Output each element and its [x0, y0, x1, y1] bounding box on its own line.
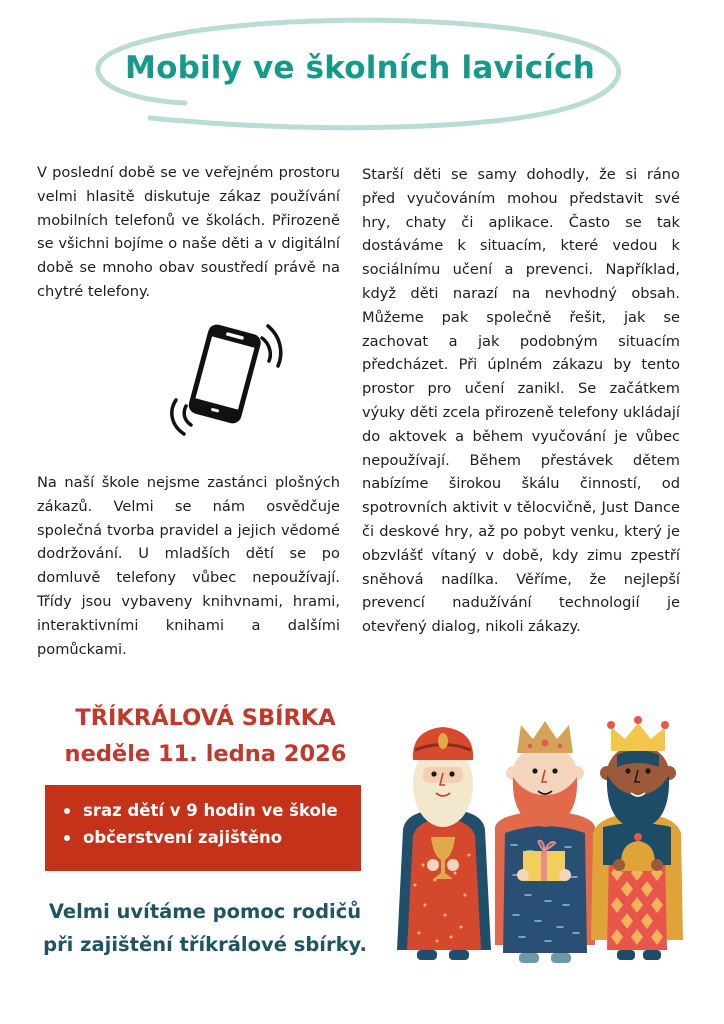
king-crown-dark-icon	[591, 716, 683, 960]
page-header	[90, 10, 630, 140]
event-title: TŘÍKRÁLOVÁ SBÍRKA	[75, 705, 336, 731]
older-children-paragraph: Starší děti se samy dohodly, že si ráno před vyučováním mohou představit své hry, chaty či aplikace. Často se tak dostáváme k situacím, které vedou k sociálnímu učení a prevenci. Například, když děti narazí na nevhodný obsah. Můžeme pak společně řešit, jak se zachovat a jak podobným situacím předcházet. Při úplném zákazu by tento prostor pro učení zanikl. Se začátkem výuky děti zcela přirozeně telefony ukládají do aktovek a během vyučování je vůbec nepoužívají. Během přestávek dětem nabízíme širokou škálu činností, od spotrovních aktivit v tělocvičně, Just Dance či deskové hry, až po pobyt venku, který je obzvlášť vítaný v době, kdy zimu zpestří sněhová nadílka. Věříme, že nejlepší prevencí nadužívání technologií je otevřený dialog, nikoli zákazy.	[362, 166, 680, 636]
event-bullet-meeting: sraz dětí v 9 hodin ve škole	[83, 797, 361, 824]
three-kings-illustration	[395, 715, 685, 980]
king-red-beard-icon	[495, 721, 595, 963]
event-bullet-list	[45, 785, 361, 851]
school-policy-paragraph: Na naší škole nejsme zastánci plošných zákazů. Velmi se nám osvědčuje společná tvorba pravidel a jejich vědomé dodržování. U mladších dětí se po domluvě telefony vůbec nepoužívají. Třídy jsou vybaveny knihvnami, hrami, interaktivními knihami a dalšími pomůckami.	[37, 474, 340, 658]
closing-line-1: Velmi uvítáme pomoc rodičů	[48, 900, 362, 923]
event-date: neděle 11. ledna 2026	[64, 741, 347, 767]
king-turban-icon	[397, 727, 491, 960]
event-heading	[38, 700, 373, 772]
parents-help-note	[30, 895, 380, 961]
intro-paragraph: V poslední době se ve veřejném prostoru velmi hlasitě diskutuje zákaz používání mobilních telefonů ve školách. Přirozeně se všichni bojíme o naše děti a v digitální době se mnoho obav soustředí právě na chytré telefony.	[37, 164, 340, 300]
closing-line-2: při zajištění tříkrálové sbírky.	[43, 933, 367, 956]
event-info-box	[45, 785, 361, 871]
page-title: Mobily ve školních lavicích	[125, 50, 595, 86]
event-bullet-refreshments: občerstvení zajištěno	[83, 824, 361, 851]
vibrating-phone-icon	[160, 308, 290, 438]
